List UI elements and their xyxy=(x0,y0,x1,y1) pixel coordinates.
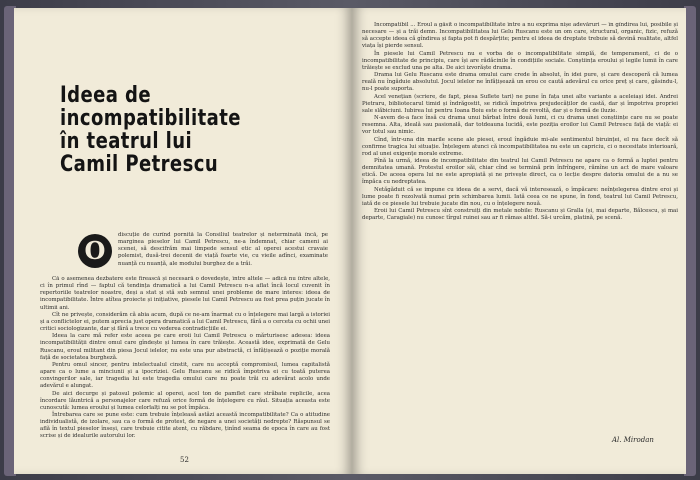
author-signature: Al. Mirodan xyxy=(612,436,654,444)
paragraph: Acel venețian (scriere, de fapt, piesa Suflete tari) ne pune în fața unei alte variante a aceleiași idei. Andrei Pietraru, bibliotecarul timid și îndrăgostit, se ridică împotriva prejudecăților de castă, dar și împotriva propriei sale slăbiciuni. Iubirea lui pentru Ioana Boiu este o formă de revoltă, dar și o formă de iluzie. xyxy=(362,93,678,114)
left-column-text xyxy=(40,276,330,446)
lead-paragraph xyxy=(118,232,328,276)
paragraph: De aici decurge și patosul polemic al operei, acel ton de pamflet care străbate replicile, acea încordare lăuntrică a personajelor care refuză orice formă de înțelegere cu răul. Situația aceasta este cunoscută: lumea eroului și lumea celorlalți nu se pot împăca. xyxy=(40,390,330,411)
paragraph: Incompatibil ... Eroul a găsit o incompatibilitate între a nu exprima nișe adevăruri — în gîndirea lui, posibile și necesare — și a trăi demn. Incompatibilitatea lui Gelu Ruscanu este un om care, structural, organic, fizic, refuză să accepte ideea că gîndirea și fapta pot fi despărțite; pentru el ideea de dreptate trebuie să devină realitate, altfel viața își pierde sensul. xyxy=(362,22,678,50)
article-title xyxy=(60,84,281,176)
drop-cap: O xyxy=(78,234,112,268)
paragraph: Pînă la urmă, ideea de incompatibilitate din teatrul lui Camil Petrescu ne apare ca o formă a luptei pentru demnitatea umană. Protestul eroilor săi, chiar cînd se termină prin înfrîngere, rămîne un act de mare valoare etică. De aceea opera lui ne este apropiată și ne privește direct, ca o lecție despre datoria omului de a nu se împăca cu nedreptatea. xyxy=(362,157,678,186)
paragraph: N-avem de-a face însă cu drama unui bărbat între două lumi, ci cu drama unei conștiințe care nu se poate resemna. Alta, ideală sau pasională, dar totdeauna lucidă, este poziția eroilor lui Camil Petrescu față de viață: ei vor totul sau nimic. xyxy=(362,115,678,136)
paragraph: Drama lui Gelu Ruscanu este drama omului care crede în absolut, în idei pure, și care descoperă că lumea reală nu îngăduie absolutul. Jocul ielelor ne înfățișează un erou ce caută adevărul cu orice preț și care, găsindu-l, nu-l poate suporta. xyxy=(362,72,678,93)
title-line: Ideea de xyxy=(60,83,151,108)
title-line: în teatrul lui xyxy=(60,129,193,154)
paragraph: Netăgăduit că se impune cu ideea de a servi, dacă vă interesează, o împăcare: neînțelegerea dintre eroi și lume poate fi rezolvată numai prin schimbarea lumii. Iată ceea ce ne spune, în fond, teatrul lui Camil Petrescu, iată de ce piesele lui trebuie jucate din nou, cu o înțelegere nouă. xyxy=(362,186,678,207)
title-line: incompatibilitate xyxy=(60,106,241,131)
page-number: 52 xyxy=(180,456,189,464)
paragraph: Eroii lui Camil Petrescu sînt construiți din metale nobile: Ruscanu și Gralla (și, mai departe, Bălcescu, și mai departe, Caragiale) nu cunosc tîrgul ruinei sau ar fi rămas altfel. Să-i urcăm, platină, pe scenă. xyxy=(362,208,678,222)
paragraph: Pentru omul sincer, pentru intelectualul cinstit, care nu acceptă compromisul, lumea capitalistă apare ca o lume a minciunii și a ipocriziei. Gelu Ruscanu se ridică împotriva ei cu toată puterea convingerilor sale, iar tragedia lui este tragedia omului care nu poate trăi cu adevărat acolo unde adevărul e alungat. xyxy=(40,361,330,390)
paragraph: Că o asemenea dezbatere este firească și necesară o dovedește, între altele — adică nu între altele, ci în primul rînd — faptul că tendința dramatică a lui Camil Petrescu n-a aflat încă locul cuvenit în repertoriile teatrelor noastre, deși a stat și stă sub semnul unei probleme de mare interes: ideea de incompatibilitate. Între atîtea proiecte și inițiative, piesele lui Camil Petrescu au fost prea puțin jucate în ultimii ani. xyxy=(40,276,330,311)
right-column-text xyxy=(362,22,678,426)
title-line: Camil Petrescu xyxy=(60,152,219,177)
paragraph: Ideea la care mă refer este aceea pe care eroii lui Camil Petrescu o mărturisesc adesea: ideea incompatibilității dintre omul care gîndește și lumea în care trăiește. Această idee, exprimată de Gelu Ruscanu, eroul militant din piesa Jocul ielelor, nu este una pur abstractă, ci înfățișează o poziție morală față de societatea burgheză. xyxy=(40,333,330,361)
paragraph: Cît ne privește, considerăm că abia acum, după ce ne-am înarmat cu o înțelegere mai largă a istoriei și a conflictelor ei, putem aprecia just opera dramatică a lui Camil Petrescu, fără a o cerceta cu ochii unei critici sociologizante, dar și fără a trece cu vederea contradicțiile ei. xyxy=(40,311,330,333)
paragraph: Cînd, într-una din marile scene ale piesei, eroul îngăduie mi-ale sentimentul biruinței, el nu face decît să confirme tragica lui situație. Înțelegem atunci că incompatibilitatea nu este un capriciu, ci o necesitate interioară, rod al unei exigențe morale extreme. xyxy=(362,136,678,157)
lead-text: discuție de curînd pornită la Consiliul teatrelor și neterminată încă, pe marginea pieselor lui Camil Petrescu, ne-a îndemnat, chiar cameni ai scenei, să descifrăm mai limpede sensul etic al operei acestui cravaie polemist, dusă-trei decenii de viață foarte vie, cu vieile adînci, examinate nuanță cu nuanță, ale modului burghez de a trăi. xyxy=(118,232,328,267)
paragraph: Întrebarea care se pune este: cum trebuie înțeleasă astăzi această incompatibilitate? Ca o atitudine individualistă, de izolare, sau ca o formă de protest, de negare a unei societăți nedrepte? Răspunsul se află în textul pieselor înseși, care trebuie citite atent, cu răbdare, ținînd seama de epoca în care au fost scrise și de idealurile autorului lor. xyxy=(40,411,330,440)
paragraph: În piesele lui Camil Petrescu nu e vorba de o incompatibilitate simplă, de temperament, ci de o incompatibilitate de principiu, care își are rădăcinile în condițiile sociale. Conștiința eroului și legile lumii în care trăiește se exclud una pe alta. De aici izvorăște drama. xyxy=(362,50,678,71)
